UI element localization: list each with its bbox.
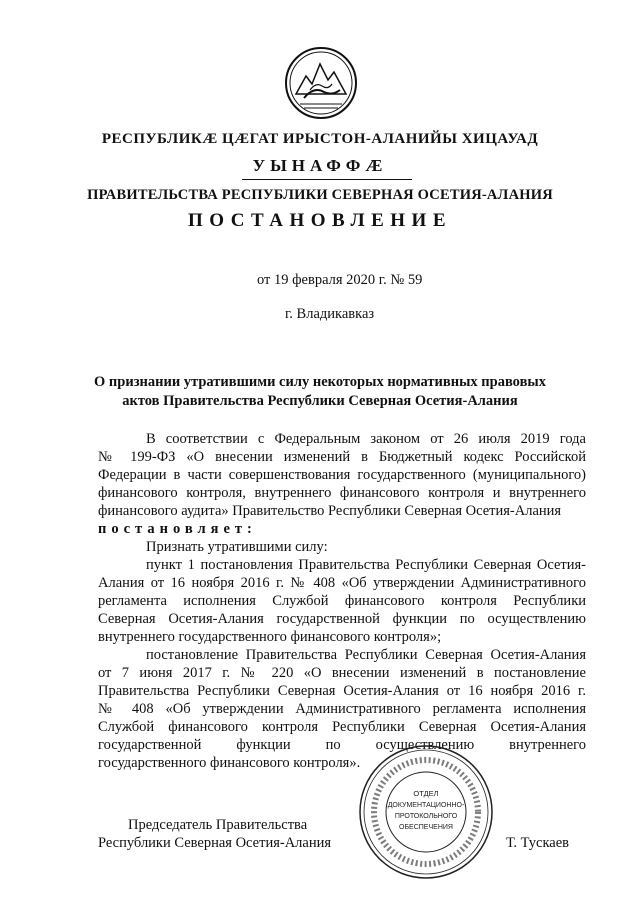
decree-word: постановляет: (98, 521, 257, 537)
body-line: государственного финансового контроля». (98, 755, 361, 771)
document-date: от 19 февраля 2020 г. № 59 (257, 272, 423, 288)
ossetian-republic-heading: РЕСПУБЛИКӔ ЦӔГАТ ИРЫСТОН-АЛАНИЙЫ ХИЦАУАД (101, 131, 539, 147)
stamp-text: ОБЕСПЕЧЕНИЯ (399, 824, 453, 831)
body-line: финансового контроля, внутреннего финансового контроля и внутреннего (98, 485, 586, 501)
body-line: № 199-ФЗ «О внесении изменений в Бюджетный кодекс Российской (98, 449, 586, 465)
document-title-line: О признании утратившими силу некоторых нормативных правовых (94, 374, 546, 390)
stamp-text: ОТДЕЛ (413, 789, 439, 798)
doc-type-heading: ПОСТАНОВЛЕНИЕ (187, 210, 453, 231)
body-line: государственной функции по осуществлению внутреннего (98, 737, 586, 753)
body-line: В соответствии с Федеральным законом от 26 июля 2019 года (146, 431, 586, 447)
stamp-text: ПРОТОКОЛЬНОГО (394, 813, 458, 820)
body-line: Алания от 16 ноября 2016 г. № 408 «Об утверждении Административного (98, 575, 586, 591)
signatory-name: Т. Тускаев (506, 835, 570, 851)
ossetian-doc-type-heading: УЫНАФФӔ (252, 156, 388, 175)
signatory-position: Республики Северная Осетия-Алания (98, 835, 332, 851)
header-divider (242, 179, 412, 180)
government-heading: ПРАВИТЕЛЬСТВА РЕСПУБЛИКИ СЕВЕРНАЯ ОСЕТИЯ-АЛАНИЯ (87, 187, 553, 203)
official-stamp (358, 744, 494, 880)
body-line: Правительства Республики Северная Осетия-Алания от 16 ноября 2016 г. (98, 683, 586, 699)
document-city: г. Владикавказ (285, 306, 375, 322)
body-line: финансового аудита» Правительство Республики Северная Осетия-Алания (98, 503, 562, 519)
coat-of-arms-emblem (284, 46, 358, 120)
body-line: постановление Правительства Республики Северная Осетия-Алания (146, 647, 586, 663)
body-line: Северная Осетия-Алания государственной функции по осуществлению (98, 611, 586, 627)
body-line: Федерации в части совершенствования государственного (муниципального) (98, 467, 586, 483)
signatory-position: Председатель Правительства (128, 817, 308, 833)
body-line: № 408 «Об утверждении Административного регламента исполнения (98, 701, 586, 717)
body-line: регламента исполнения Службой финансового контроля Республики (98, 593, 586, 609)
body-line: пункт 1 постановления Правительства Республики Северная Осетия- (146, 557, 586, 573)
recognize-line: Признать утратившими силу: (146, 539, 328, 555)
body-line: Службой финансового контроля Республики Северная Осетия-Алания (98, 719, 586, 735)
body-line: внутреннего государственного финансового контроля»; (98, 629, 442, 645)
stamp-text: ДОКУМЕНТАЦИОННО- (387, 802, 465, 809)
body-line: от 7 июня 2017 г. № 220 «О внесении изменений в постановление (98, 665, 586, 681)
document-title-line: актов Правительства Республики Северная Осетия-Алания (122, 393, 518, 409)
